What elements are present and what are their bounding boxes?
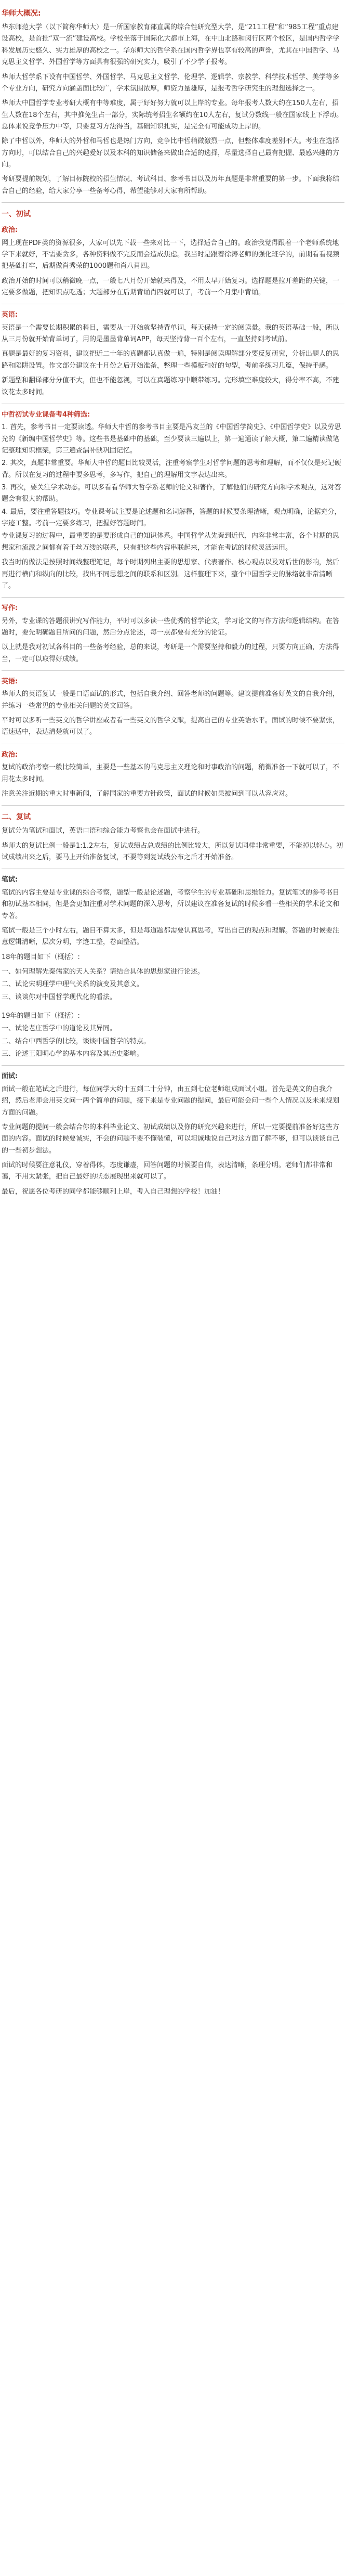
retest-paragraph: 华师大的复试比例一般是1:1.2左右，复试成绩占总成绩的比例比较大，所以复试同样非常重要，不能掉以轻心。初试成绩出来之后，要马上开始准备复试，不要等到复试线公布之后才开始准备。: [2, 842, 343, 862]
english-paragraph: 新题型和翻译部分分值不大，但也不能忽视，可以在真题练习中顺带练习。完形填空难度较大，得分率不高，不建议花太多时间。: [2, 377, 340, 396]
retest-politics-paragraph: 注意关注近期的重大时事新闻，了解国家的重要方针政策，面试的时候如果被问到可以从容应对。: [2, 789, 292, 798]
politics-paragraph: 网上现在PDF类的资源很多，大家可以先下载一些来对比一下，选择适合自己的。政治我觉得跟着一个老师系统地学下来就好，不需要贪多，各种资料做不完反而会造成焦虑。我当时是跟着徐涛老师的强化班学的，前期看看视频把基础打牢，后期做肖秀荣的1000题和肖八肖四。: [2, 239, 340, 270]
retest-paragraph: 复试分为笔试和面试，英语口语和综合能力考察也会在面试中进行。: [2, 827, 205, 835]
divider: [2, 1065, 344, 1066]
written-subtitle: 笔试:: [2, 876, 18, 884]
intro-body: [2, 22, 344, 197]
first-exam-title: 一、初试: [2, 210, 31, 219]
written-paragraph: 笔试一般是三个小时左右，题目不算太多，但是每道题都需要认真思考，写出自己的观点和理解。答题的时候要注意逻辑清晰，层次分明，字迹工整，卷面整洁。: [2, 926, 340, 947]
retest-english-subtitle: 英语:: [2, 678, 18, 686]
list-item: 2. 其次，真题非常重要。华师大中哲的题目比较灵活，注重考察学生对哲学问题的思考和理解，而不仅仅是死记硬背。所以在复习的过程中要多思考，多写作，把自己的理解用文字表达出来。: [2, 459, 341, 479]
retest-title: 二、复试: [2, 813, 31, 822]
list-item: 三、谈谈你对中国哲学现代化的看法。: [2, 993, 117, 1001]
politics-paragraph: 政治开始的时间可以稍微晚一点，一般七八月份开始就来得及，不用太早开始复习。选择题是拉开差距的关键，一定要多做题，把知识点吃透；大题部分在后期背诵肖四就可以了，考前一个月集中背诵。: [2, 277, 340, 296]
retest-politics-paragraph: 复试的政治考察一般比较简单，主要是一些基本的马克思主义理论和时事政治的问题，稍微准备一下就可以了，不用花太多时间。: [2, 763, 340, 783]
list-item: 4. 最后，要注重答题技巧。专业课考试主要是论述题和名词解释，答题的时候要条理清晰，观点明确，论据充分，字迹工整。考前一定要多练习，把握好答题时间。: [2, 508, 341, 528]
specialty-paragraph: 我当时的做法是按照时间线整理笔记，每个时期列出主要的思想家、代表著作、核心观点以及对后世的影响，然后再进行横向和纵向的比较，找出不同思想之间的联系和区别。这样整理下来，整个中国哲学史的脉络就非常清晰了。: [2, 559, 340, 590]
intro-paragraph: 考研要提前规划，了解目标院校的招生情况、考试科目、参考书目以及历年真题是非常重要的第一步。下面我将结合自己的经验，给大家分享一些备考心得，希望能够对大家有所帮助。: [2, 175, 340, 195]
list-item: 二、试论宋明理学中理气关系的演变及其意义。: [2, 980, 144, 989]
list-item: 一、如何理解先秦儒家的天人关系？请结合具体的思想家进行论述。: [2, 967, 205, 976]
retest-politics-subtitle: 政治:: [2, 750, 18, 759]
writing-paragraph: 另外，专业课的答题很讲究写作能力，平时可以多读一些优秀的哲学论文，学习论文的写作方法和逻辑结构。在答题时，要先明确题目所问的问题，然后分点论述，每一点都要有充分的论证。: [2, 617, 340, 637]
list-item: 19年的题目如下（概括）:: [2, 1012, 80, 1020]
question-list-2019: [2, 1011, 344, 1060]
politics-subtitle: 政治:: [2, 226, 18, 235]
list-item: 二、结合中西哲学的比较，谈谈中国哲学的特点。: [2, 1037, 151, 1045]
interview-paragraph: 最后，祝愿各位考研的同学都能够顺利上岸，考入自己理想的学校！加油！: [2, 1187, 225, 1196]
specialty-list: [2, 422, 344, 529]
list-item: 3. 再次，要关注学术动态。可以多看看华师大哲学系老师的论文和著作，了解他们的研究方向和学术观点，这对答题会有很大的帮助。: [2, 484, 341, 503]
writing-subtitle: 写作:: [2, 604, 18, 613]
question-list-2018: [2, 966, 344, 1003]
intro-title: 华师大概况:: [2, 9, 41, 18]
written-paragraph: 18年的题目如下（概括）:: [2, 953, 80, 961]
writing-paragraph: 以上就是我对初试各科目的一些备考经验，总的来说，考研是一个需要坚持和毅力的过程，只要方向正确，方法得当，一定可以取得好成绩。: [2, 643, 340, 663]
english-paragraph: 真题是最好的复习资料，建议把近二十年的真题都认真做一遍，特别是阅读理解部分要反复研究，分析出题人的思路和陷阱设置。作文部分建议在十月份之后开始准备，整理一些模板和好的句型，考前多练习几篇，保持手感。: [2, 350, 340, 370]
english-subtitle: 英语:: [2, 311, 18, 319]
intro-paragraph: 华东师范大学（以下简称华师大）是一所国家教育部直属的综合性研究型大学，是“211工程”和“985工程”重点建设高校，是首批“双一流”建设高校。学校坐落于国际化大都市上海，在中山北路和闵行区两个校区，是国内哲学学科发展历史悠久、实力雄厚的高校之一。华东师大的哲学系在国内哲学界也享有较高的声誉，尤其在中国哲学、马克思主义哲学、外国哲学等方面具有很强的研究实力，吸引了不少学子报考。: [2, 23, 340, 67]
divider: [2, 202, 344, 203]
list-item: 1. 首先，参考书目一定要读透。华师大中哲的参考书目主要是冯友兰的《中国哲学简史》、《中国哲学史》以及劳思光的《新编中国哲学史》等。这些书是基础中的基础，至少要读三遍以上，第一遍通读了解大概，第二遍精读做笔记整理知识框架，第三遍查漏补缺巩固记忆。: [2, 423, 341, 455]
article: [0, 0, 346, 1207]
intro-paragraph: 除了中哲以外，华师大的外哲和马哲也是热门方向，竞争比中哲稍微激烈一点，但整体难度差别不大。考生在选择方向时，可以结合自己的兴趣爱好以及本科的知识储备来做出合适的选择，尽量选择自己最有把握、最感兴趣的方向。: [2, 137, 340, 169]
list-item: 一、试论老庄哲学中的道论及其异同。: [2, 1025, 117, 1033]
divider: [2, 597, 344, 598]
retest-english-paragraph: 平时可以多听一些英文的哲学讲座或者看一些英文的哲学文献，提高自己的专业英语水平。面试的时候不要紧张，语速适中，表达清楚就可以了。: [2, 717, 340, 736]
interview-subtitle: 面试:: [2, 1072, 18, 1081]
spacer: [2, 1004, 344, 1011]
list-item: 三、论述王阳明心学的基本内容及其历史影响。: [2, 1050, 144, 1058]
divider: [2, 670, 344, 671]
divider: [2, 805, 344, 806]
english-paragraph: 英语是一个需要长期积累的科目，需要从一开始就坚持背单词，每天保持一定的阅读量。我的英语基础一般，所以从三月份就开始背单词了，用的是墨墨背单词APP，每天坚持背一百个左右，一直坚持到考试前。: [2, 323, 340, 344]
specialty-paragraph: 专业课复习的过程中，最重要的是要形成自己的知识体系。中国哲学从先秦到近代，内容非常丰富，各个时期的思想家和流派之间都有着千丝万缕的联系，只有把这些内容串联起来，才能在考试的时候灵活运用。: [2, 532, 340, 552]
interview-paragraph: 面试一般在笔试之后进行，每位同学大约十五到二十分钟，由五到七位老师组成面试小组。首先是英文的自我介绍，然后老师会用英文问一两个简单的问题，接下来是专业问题的提问，最后可能会问一些个人情况以及未来规划方面的问题。: [2, 1085, 340, 1117]
intro-paragraph: 华师大中国哲学专业考研大概有中等难度，属于好好努力就可以上岸的专业。每年报考人数大约在150人左右，招生人数在18个左右，其中推免生占一部分，实际统考招生名额约在10人左右，复试分数线一般在国家线上下浮动。总体来说竞争压力中等，只要复习方法得当，基础知识扎实，是完全有可能成功上岸的。: [2, 99, 343, 131]
intro-paragraph: 华师大哲学系下设有中国哲学、外国哲学、马克思主义哲学、伦理学、逻辑学、宗教学、科学技术哲学、美学等多个专业方向，研究方向涵盖面比较广，学术氛围浓厚，师资力量雄厚，是报考哲学研究生的理想选择之一。: [2, 73, 340, 93]
written-paragraph: 笔试的内容主要是专业课的综合考察，题型一般是论述题，考察学生的专业基础和思维能力。复试笔试的参考书目和初试基本相同，但是会更加注重对学术问题的深入思考，所以建议在准备复试的时候多看一些相关的学术论文和专著。: [2, 888, 340, 920]
interview-paragraph: 专业问题的提问一般会结合你的本科毕业论文、初试成绩以及你的研究兴趣来进行，所以一定要提前准备好这些方面的内容。面试的时候要诚实，不会的问题不要不懂装懂，可以坦诚地说自己对这方面了解不够，但可以谈谈自己的一些初步想法。: [2, 1123, 340, 1155]
specialty-subtitle: 中哲初试专业课备考4种筛选:: [2, 410, 90, 419]
interview-paragraph: 面试的时候要注意礼仪，穿着得体，态度谦虚，回答问题的时候要自信，表达清晰，条理分明。老师们都非常和蔼，不用太紧张，把自己最好的状态展现出来就可以了。: [2, 1161, 333, 1181]
retest-english-paragraph: 华师大的英语复试一般是口语面试的形式，包括自我介绍、回答老师的问题等。建议提前准备好英文的自我介绍，并练习一些常见的专业相关问题的英文回答。: [2, 690, 340, 710]
